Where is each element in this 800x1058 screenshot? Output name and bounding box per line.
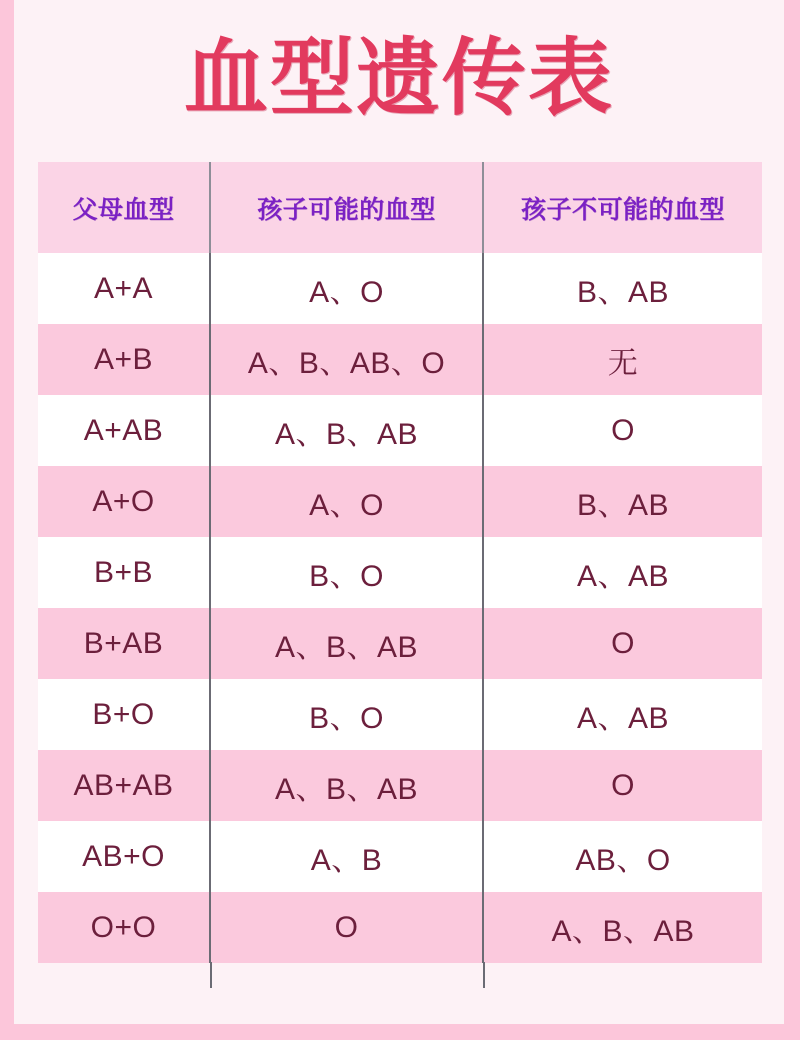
cell-impossible: A、AB <box>483 537 762 608</box>
cell-parents: A+AB <box>38 395 210 466</box>
table-row <box>38 537 762 608</box>
cell-parents: B+AB <box>38 608 210 679</box>
cell-possible: B、O <box>210 679 483 750</box>
column-divider-tails <box>38 962 762 988</box>
cell-possible: A、B、AB <box>210 750 483 821</box>
table-row <box>38 253 762 324</box>
cell-impossible: B、AB <box>483 253 762 324</box>
cell-possible: A、B、AB、O <box>210 324 483 395</box>
cell-parents: B+O <box>38 679 210 750</box>
cell-parents: O+O <box>38 892 210 963</box>
table-row <box>38 395 762 466</box>
cell-impossible: O <box>483 395 762 466</box>
bottom-edge-band <box>0 1024 800 1040</box>
blood-type-table <box>38 162 762 963</box>
cell-impossible: AB、O <box>483 821 762 892</box>
cell-impossible: A、B、AB <box>483 892 762 963</box>
column-header-possible: 孩子可能的血型 <box>210 162 483 253</box>
cell-impossible: O <box>483 750 762 821</box>
title-container <box>14 18 784 138</box>
cell-possible: A、B、AB <box>210 395 483 466</box>
column-divider-1 <box>210 962 212 988</box>
table-row <box>38 679 762 750</box>
right-edge-strip <box>784 0 800 1040</box>
cell-parents: AB+O <box>38 821 210 892</box>
cell-possible: A、O <box>210 466 483 537</box>
blood-type-table-container <box>38 162 762 963</box>
cell-impossible: 无 <box>483 324 762 395</box>
cell-parents: AB+AB <box>38 750 210 821</box>
table-row <box>38 466 762 537</box>
cell-parents: B+B <box>38 537 210 608</box>
left-edge-strip <box>0 0 14 1040</box>
cell-possible: A、B、AB <box>210 608 483 679</box>
cell-impossible: B、AB <box>483 466 762 537</box>
cell-impossible: A、AB <box>483 679 762 750</box>
table-row <box>38 608 762 679</box>
table-row <box>38 324 762 395</box>
table-row <box>38 750 762 821</box>
column-header-impossible: 孩子不可能的血型 <box>483 162 762 253</box>
column-header-parents: 父母血型 <box>38 162 210 253</box>
cell-possible: B、O <box>210 537 483 608</box>
cell-parents: A+B <box>38 324 210 395</box>
table-row <box>38 821 762 892</box>
cell-possible: A、O <box>210 253 483 324</box>
column-divider-2 <box>483 962 485 988</box>
page-title: 血型遗传表 <box>183 29 614 127</box>
cell-possible: O <box>210 892 483 963</box>
cell-parents: A+O <box>38 466 210 537</box>
table-row <box>38 892 762 963</box>
table-header-row <box>38 162 762 253</box>
cell-impossible: O <box>483 608 762 679</box>
cell-possible: A、B <box>210 821 483 892</box>
cell-parents: A+A <box>38 253 210 324</box>
